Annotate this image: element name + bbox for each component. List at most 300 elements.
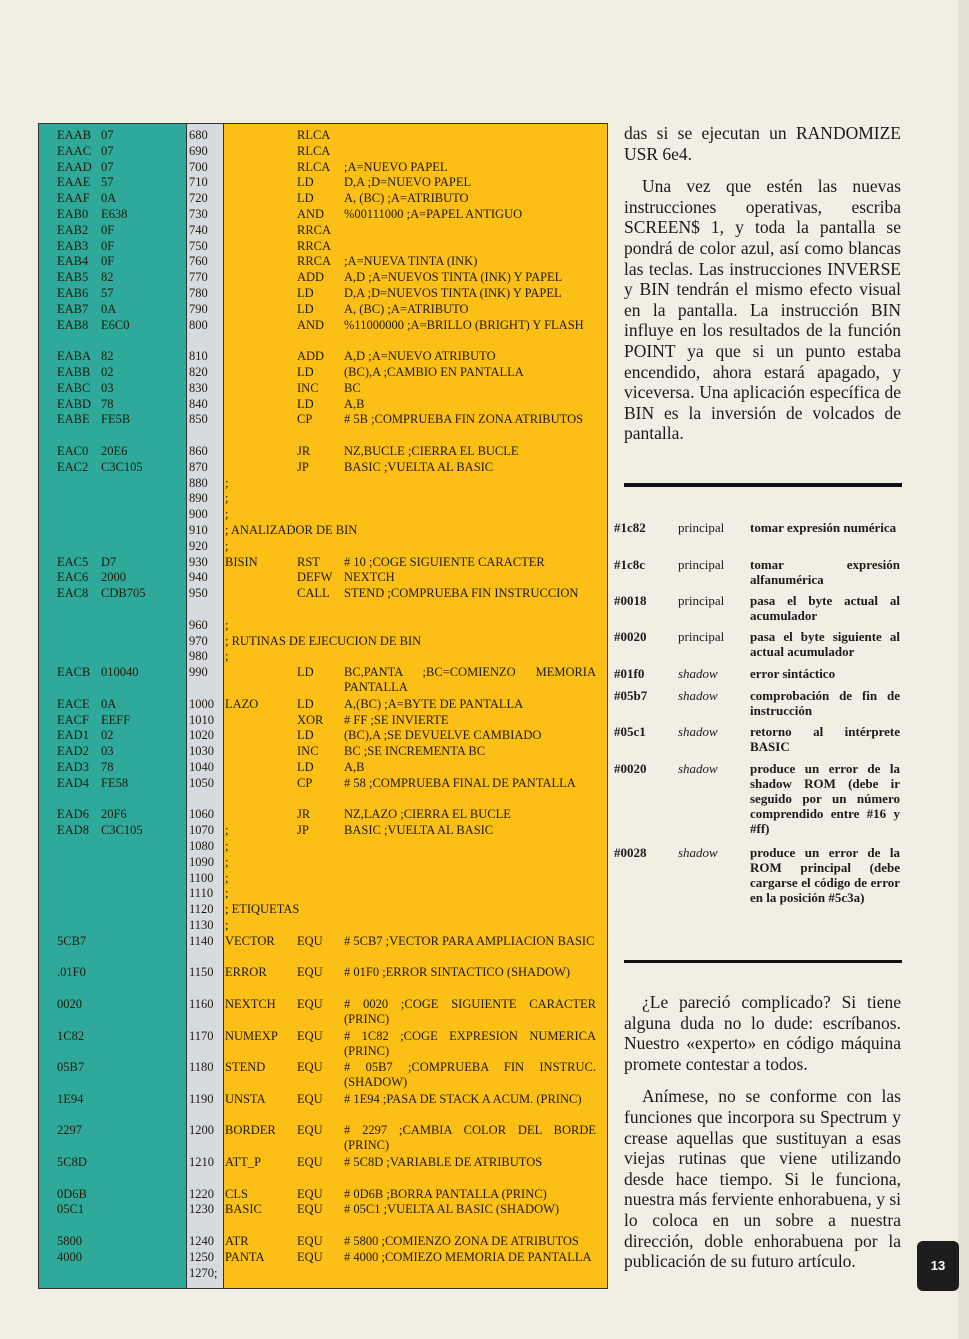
listing-label: PANTA [225, 1249, 265, 1264]
listing-address: EAC5 [57, 554, 89, 569]
listing-line-number: 1150 [189, 965, 214, 980]
listing-operands: # 05B7 ;COMPRUEBA FIN INSTRUC. (SHADOW) [344, 1060, 596, 1090]
listing-line-number: 680 [189, 128, 208, 142]
listing-line-number: 740 [189, 222, 208, 237]
listing-opcode: INC [297, 380, 319, 395]
listing-label: BISIN [225, 554, 258, 569]
listing-label: BASIC [225, 1202, 262, 1217]
listing-line-number: 1100 [189, 870, 214, 885]
listing-address: EAAD [57, 159, 92, 174]
listing-label: VECTOR [225, 933, 275, 948]
listing-address: EAB0 [57, 207, 89, 221]
listing-operands: # 5C8D ;VARIABLE DE ATRIBUTOS [344, 1155, 543, 1169]
listing-line-number: 690 [189, 143, 208, 158]
listing-line-number: 1040 [189, 760, 214, 774]
listing-label: ; RUTINAS DE EJECUCION DE BIN [225, 633, 422, 648]
listing-line [38, 807, 608, 822]
listing-hex-bytes: 02 [101, 365, 114, 379]
listing-operands: # 0020 ;COGE SIGUIENTE CARACTER (PRINC) [344, 997, 596, 1026]
listing-operands: NZ,BUCLE ;CIERRA EL BUCLE [344, 444, 519, 458]
listing-line [38, 634, 608, 649]
listing-operands: # 5CB7 ;VECTOR PARA AMPLIACION BASIC [344, 933, 595, 948]
listing-line-number: 1130 [189, 918, 214, 932]
listing-line-number: 720 [189, 191, 208, 206]
listing-line [38, 460, 608, 475]
listing-line-number: 920 [189, 538, 208, 553]
listing-line [38, 318, 608, 333]
listing-line-number: 1080 [189, 839, 214, 853]
listing-hex-bytes: FE5B [101, 412, 131, 427]
listing-operands: D,A ;D=NUEVOS TINTA (INK) Y PAPEL [344, 286, 562, 300]
routine-description: tomar expresión alfanumérica [750, 557, 900, 587]
listing-label: ERROR [225, 965, 267, 980]
listing-line [38, 539, 608, 554]
listing-line [38, 1234, 608, 1249]
listing-opcode: EQU [297, 1186, 323, 1201]
listing-line [38, 254, 608, 269]
routine-description: produce un error de la shadow ROM (debe ir seguido por un número comprendido entre #16 y #ff) [750, 761, 900, 836]
routine-description: pasa el byte siguiente al actual acumulador [750, 629, 900, 659]
listing-line [38, 144, 608, 159]
listing-line [38, 555, 608, 570]
listing-opcode: EQU [297, 1123, 323, 1138]
listing-operands: # 1E94 ;PASA DE STACK A ACUM. (PRINC) [344, 1091, 582, 1106]
intro-text [624, 123, 901, 444]
listing-hex-bytes: 03 [101, 744, 114, 759]
listing-operands: A,B [344, 396, 365, 411]
listing-line [38, 1250, 608, 1265]
listing-line [38, 618, 608, 633]
listing-operands: # 05C1 ;VUELTA AL BASIC (SHADOW) [344, 1202, 560, 1217]
listing-label: ; [225, 839, 229, 853]
listing-address: EAAF [57, 191, 90, 206]
listing-hex-bytes: EEFF [101, 712, 131, 727]
listing-line-number: 1050 [189, 775, 214, 790]
listing-label: ; [225, 886, 229, 901]
listing-line [38, 1028, 608, 1058]
listing-label: ; [225, 617, 229, 632]
listing-line [38, 649, 608, 664]
listing-line [38, 128, 608, 143]
listing-line-number: 870 [189, 459, 208, 474]
listing-opcode: CP [297, 412, 313, 427]
listing-label: ATT_P [225, 1155, 262, 1169]
listing-line [38, 728, 608, 743]
listing-label: ATR [225, 1234, 249, 1248]
listing-line [38, 697, 608, 712]
closing-paragraph-1: ¿Le pareció complicado? Si tiene alguna duda no lo dude: escríbanos. Nuestro «experto» en código máquina promete contestar a todos. [624, 992, 901, 1074]
listing-line [38, 507, 608, 522]
listing-operands: # 5B ;COMPRUEBA FIN ZONA ATRIBUTOS [344, 412, 584, 427]
listing-line-number: 900 [189, 507, 208, 522]
listing-opcode: INC [297, 744, 319, 759]
listing-opcode: EQU [297, 997, 323, 1011]
listing-operands: D,A ;D=NUEVO PAPEL [344, 175, 472, 190]
listing-opcode: RRCA [297, 254, 332, 269]
listing-line [38, 223, 608, 238]
listing-opcode: EQU [297, 1028, 323, 1043]
listing-line-number: 1170 [189, 1028, 214, 1043]
listing-opcode: ADD [297, 270, 325, 285]
listing-address: EAAC [57, 143, 92, 158]
listing-line-number: 1240 [189, 1234, 214, 1248]
listing-hex-bytes: E6C0 [101, 317, 130, 332]
listing-line-number: 970 [189, 633, 208, 648]
listing-hex-bytes: 78 [101, 396, 114, 411]
listing-opcode: EQU [297, 1060, 323, 1075]
routine-description: tomar expresión numérica [750, 520, 897, 535]
listing-operands: BC,PANTA ;BC=COMIENZO MEMORIA PANTALLA [344, 665, 596, 695]
routine-rom: shadow [678, 688, 718, 703]
listing-line [38, 902, 608, 917]
listing-operands: A, (BC) ;A=ATRIBUTO [344, 191, 469, 206]
listing-operands: %11000000 ;A=BRILLO (BRIGHT) Y FLASH [344, 317, 584, 332]
listing-line [38, 523, 608, 538]
listing-hex-bytes: 07 [101, 128, 114, 142]
listing-line [38, 491, 608, 506]
listing-line [38, 444, 608, 459]
intro-paragraph-2: Una vez que estén las nuevas instrucciones operativas, escriba SCREEN$ 1, y toda la pantalla se pondrá de color azul, así como blancas las teclas. Las instrucciones INVERSE y BIN tendrán el mismo efecto visual en la pantalla. La instrucción BIN influye en los resultados de la función POINT ya que si un punto estaba encendido, ahora estará apagado, y viceversa. Una aplicación específica de BIN es la inversión de volcados de pantalla. [624, 176, 901, 444]
listing-line-number: 1210 [189, 1155, 214, 1169]
listing-line [38, 839, 608, 854]
listing-label: ; [225, 538, 229, 553]
listing-address: EABC [57, 380, 91, 395]
listing-address: EAC0 [57, 444, 89, 458]
listing-hex-bytes: 82 [101, 349, 114, 364]
listing-hex-bytes: E638 [101, 207, 128, 221]
listing-line [38, 918, 608, 933]
listing-line [38, 476, 608, 491]
listing-opcode: EQU [297, 1155, 323, 1169]
routine-description: comprobación de fin de instrucción [750, 688, 900, 718]
listing-opcode: JP [297, 823, 309, 838]
listing-operands: # 4000 ;COMIEZO MEMORIA DE PANTALLA [344, 1249, 592, 1264]
listing-address: 1C82 [57, 1028, 85, 1043]
listing-hex-bytes: 07 [101, 143, 114, 158]
listing-line-number: 930 [189, 554, 208, 569]
listing-line-number: 1160 [189, 997, 214, 1011]
listing-address: 5CB7 [57, 933, 87, 948]
listing-operands: STEND ;COMPRUEBA FIN INSTRUCCION [344, 586, 579, 601]
listing-line [38, 207, 608, 222]
listing-line [38, 665, 608, 695]
listing-operands: BC ;SE INCREMENTA BC [344, 744, 486, 759]
listing-line-number: 750 [189, 238, 208, 253]
listing-line-number: 960 [189, 617, 208, 632]
listing-line [38, 871, 608, 886]
listing-line-number: 760 [189, 254, 208, 269]
listing-address: EAD3 [57, 760, 89, 774]
routine-address: #0018 [614, 593, 647, 608]
listing-line-number: 860 [189, 444, 208, 458]
closing-paragraph-2: Anímese, no se conforme con las funciones que incorpora su Spectrum y crease aquellas que sustituyan a esas viejas rutinas que viene utilizando desde hace tiempo. Si le funciona, nuestra más ferviente enhorabuena, y si lo coloca en un sobre a nuestra dirección, doble enhorabuena por la publicación de su futuro artículo. [624, 1086, 901, 1272]
section-rule-bottom [624, 960, 902, 963]
listing-operands: # 01F0 ;ERROR SINTACTICO (SHADOW) [344, 965, 571, 980]
listing-label: CLS [225, 1186, 248, 1201]
listing-address: EABA [57, 349, 92, 364]
listing-line-number: 800 [189, 317, 208, 332]
listing-hex-bytes: FE58 [101, 775, 129, 790]
listing-operands: NZ,LAZO ;CIERRA EL BUCLE [344, 807, 511, 822]
listing-line-number: 1110 [189, 886, 214, 901]
closing-text [624, 992, 901, 1272]
listing-address: EABE [57, 412, 90, 427]
routine-description: pasa el byte actual al acumulador [750, 593, 900, 623]
listing-line [38, 934, 608, 949]
listing-opcode: RLCA [297, 159, 331, 174]
routine-rom: shadow [678, 845, 718, 860]
listing-opcode: CP [297, 775, 313, 790]
listing-address: .01F0 [57, 965, 86, 980]
listing-hex-bytes: D7 [101, 554, 117, 569]
listing-line-number: 1180 [189, 1060, 214, 1075]
listing-opcode: LD [297, 728, 314, 743]
listing-address: EAD2 [57, 744, 89, 759]
listing-line-number: 1190 [189, 1091, 214, 1106]
listing-line-number: 770 [189, 270, 208, 285]
listing-opcode: AND [297, 317, 325, 332]
listing-line-number: 700 [189, 159, 208, 174]
listing-line [38, 175, 608, 190]
listing-operands: A,D ;A=NUEVO ATRIBUTO [344, 349, 496, 364]
listing-line-number: 810 [189, 349, 208, 364]
listing-operands: # 1C82 ;COGE EXPRESION NUMERICA (PRINC) [344, 1028, 596, 1058]
listing-label: STEND [225, 1060, 266, 1075]
listing-address: EAD6 [57, 807, 89, 822]
listing-address: EAAE [57, 175, 91, 190]
listing-label: LAZO [225, 696, 259, 711]
listing-line-number: 1220 [189, 1186, 214, 1201]
listing-address: 05B7 [57, 1060, 85, 1075]
listing-line [38, 760, 608, 775]
routine-address: #0020 [614, 629, 647, 644]
listing-hex-bytes: 2000 [101, 570, 126, 585]
listing-address: EAB2 [57, 222, 89, 237]
listing-operands: # FF ;SE INVIERTE [344, 712, 449, 727]
listing-hex-bytes: 03 [101, 380, 114, 395]
listing-opcode: RRCA [297, 222, 332, 237]
routine-rom: principal [678, 593, 725, 608]
listing-address: 4000 [57, 1249, 82, 1264]
listing-address: EACF [57, 712, 89, 727]
listing-opcode: JR [297, 444, 311, 458]
listing-label: ; [225, 823, 229, 838]
listing-line-number: 790 [189, 301, 208, 316]
routine-address: #05b7 [614, 688, 648, 703]
listing-address: EABB [57, 365, 91, 379]
page-binding-edge [958, 0, 969, 1339]
listing-address: 0020 [57, 997, 82, 1011]
listing-operands: A,B [344, 760, 365, 774]
listing-line-number: 940 [189, 570, 208, 585]
listing-line-number: 1010 [189, 712, 214, 727]
listing-line [38, 302, 608, 317]
page-number: 13 [917, 1241, 959, 1291]
listing-opcode: RST [297, 554, 320, 569]
listing-operands: A,D ;A=NUEVOS TINTA (INK) Y PAPEL [344, 270, 563, 285]
listing-line [38, 191, 608, 206]
listing-address: EAB4 [57, 254, 89, 269]
listing-label: ; [225, 870, 229, 885]
listing-line-number: 1030 [189, 744, 214, 759]
routine-rom: shadow [678, 761, 718, 776]
listing-line [38, 160, 608, 175]
listing-address: 5C8D [57, 1155, 87, 1169]
listing-operands: (BC),A ;SE DEVUELVE CAMBIADO [344, 728, 542, 743]
routine-description: produce un error de la ROM principal (debe cargarse el código de error en la posición #5c3a) [750, 845, 900, 905]
listing-operands: A,(BC) ;A=BYTE DE PANTALLA [344, 696, 524, 711]
listing-opcode: LD [297, 191, 314, 206]
routine-address: #1c82 [614, 520, 646, 535]
listing-opcode: CALL [297, 586, 330, 601]
listing-hex-bytes: C3C105 [101, 823, 143, 838]
listing-label: BORDER [225, 1123, 276, 1138]
listing-line-number: 1060 [189, 807, 214, 822]
listing-hex-bytes: 0F [101, 222, 115, 237]
listing-address: EAC6 [57, 570, 89, 585]
listing-address: EAB5 [57, 270, 89, 285]
listing-address: EAD1 [57, 728, 89, 743]
listing-address: EACB [57, 665, 91, 680]
listing-address: EAD8 [57, 823, 89, 838]
listing-line [38, 965, 608, 980]
listing-opcode: DEFW [297, 570, 333, 585]
routine-address: #0020 [614, 761, 647, 776]
listing-line [38, 412, 608, 427]
listing-opcode: EQU [297, 933, 323, 948]
listing-line-number: 910 [189, 523, 208, 537]
listing-line [38, 1123, 608, 1153]
listing-line-number: 890 [189, 491, 208, 506]
routine-rom: shadow [678, 724, 718, 739]
routine-rom: shadow [678, 666, 718, 681]
listing-line-number: 730 [189, 207, 208, 221]
listing-line-number: 820 [189, 365, 208, 379]
listing-label: ; ANALIZADOR DE BIN [225, 523, 358, 537]
listing-address: EAB8 [57, 317, 89, 332]
listing-line [38, 365, 608, 380]
listing-line [38, 1060, 608, 1090]
listing-opcode: RLCA [297, 128, 331, 142]
listing-opcode: LD [297, 396, 314, 411]
listing-operands: A, (BC) ;A=ATRIBUTO [344, 301, 469, 316]
listing-operands: # 2297 ;CAMBIA COLOR DEL BORDE (PRINC) [344, 1123, 596, 1153]
listing-opcode: LD [297, 175, 314, 190]
listing-line-number: 1250 [189, 1249, 214, 1264]
listing-hex-bytes: C3C105 [101, 459, 143, 474]
listing-opcode: JP [297, 459, 309, 474]
routine-rom: principal [678, 520, 725, 535]
listing-address: EAB6 [57, 286, 89, 300]
listing-label: ; [225, 649, 229, 664]
listing-hex-bytes: 20E6 [101, 444, 128, 458]
listing-opcode: LD [297, 365, 314, 379]
listing-address: EAB3 [57, 238, 89, 253]
listing-line-number: 830 [189, 380, 208, 395]
listing-opcode: JR [297, 807, 311, 822]
listing-hex-bytes: 0F [101, 238, 115, 253]
listing-line-number: 990 [189, 665, 208, 680]
routine-address: #01f0 [614, 666, 645, 681]
listing-address: EAAB [57, 128, 92, 142]
listing-line [38, 239, 608, 254]
listing-address: EAB7 [57, 301, 89, 316]
listing-opcode: LD [297, 665, 314, 680]
routine-rom: principal [678, 557, 725, 572]
listing-operands: # 58 ;COMPRUEBA FINAL DE PANTALLA [344, 775, 576, 790]
listing-address: EAD4 [57, 775, 89, 790]
listing-address: 05C1 [57, 1202, 85, 1217]
listing-line [38, 570, 608, 585]
listing-opcode: AND [297, 207, 325, 221]
listing-line [38, 776, 608, 791]
listing-opcode: RRCA [297, 238, 332, 253]
listing-label: ; [225, 475, 229, 490]
listing-line-number: 1120 [189, 902, 214, 917]
listing-operands: (BC),A ;CAMBIO EN PANTALLA [344, 365, 524, 379]
listing-line [38, 1266, 608, 1281]
listing-opcode: LD [297, 696, 314, 711]
listing-address: 1E94 [57, 1091, 84, 1106]
listing-hex-bytes: 57 [101, 175, 114, 190]
listing-operands: BASIC ;VUELTA AL BASIC [344, 823, 494, 838]
listing-hex-bytes: 0A [101, 301, 117, 316]
listing-opcode: EQU [297, 1091, 323, 1106]
listing-address: EAC2 [57, 459, 89, 474]
listing-address: 2297 [57, 1123, 82, 1138]
listing-line [38, 1155, 608, 1170]
listing-line-number: 980 [189, 649, 208, 664]
listing-line [38, 855, 608, 870]
listing-line-number: 710 [189, 175, 208, 190]
listing-hex-bytes: 0A [101, 696, 117, 711]
listing-hex-bytes: 82 [101, 270, 114, 285]
listing-line [38, 1202, 608, 1217]
routine-address: #05c1 [614, 724, 646, 739]
listing-line-number: 880 [189, 475, 208, 490]
listing-line [38, 713, 608, 728]
listing-line-number: 1090 [189, 854, 214, 869]
listing-label: ; [225, 854, 229, 869]
listing-opcode: EQU [297, 965, 323, 980]
listing-address: EAC8 [57, 586, 89, 601]
listing-address: 0D6B [57, 1186, 87, 1201]
listing-hex-bytes: 010040 [101, 665, 139, 680]
intro-paragraph-1: das si se ejecutan un RANDOMIZE USR 6e4. [624, 123, 901, 164]
listing-opcode: LD [297, 760, 314, 774]
listing-label: ; ETIQUETAS [225, 902, 300, 917]
listing-line-number: 1140 [189, 933, 214, 948]
listing-operands: BASIC ;VUELTA AL BASIC [344, 459, 494, 474]
routine-address: #0028 [614, 845, 647, 860]
listing-label: ; [225, 507, 229, 522]
listing-operands: # 10 ;COGE SIGUIENTE CARACTER [344, 554, 545, 569]
listing-operands: ;A=NUEVO PAPEL [344, 159, 448, 174]
listing-line-number: 1000 [189, 696, 214, 711]
listing-line-number: 840 [189, 396, 208, 411]
listing-hex-bytes: 07 [101, 159, 114, 174]
listing-opcode: EQU [297, 1249, 323, 1264]
listing-line [38, 997, 608, 1026]
listing-line-number: 950 [189, 586, 208, 601]
routine-address: #1c8c [614, 557, 646, 572]
listing-line [38, 286, 608, 301]
listing-operands: NEXTCH [344, 570, 395, 585]
listing-hex-bytes: 0A [101, 191, 117, 206]
listing-line [38, 349, 608, 364]
listing-label: ; [225, 918, 229, 932]
listing-line-number: 1200 [189, 1123, 214, 1138]
